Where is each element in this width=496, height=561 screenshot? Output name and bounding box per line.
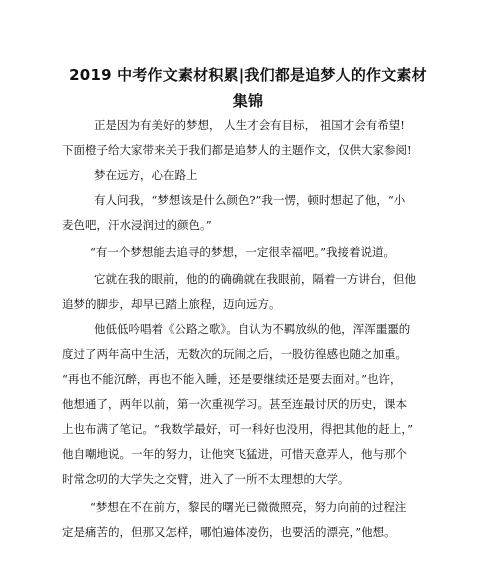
text-line: 麦色吧，汗水浸润过的颜色。” [62,218,212,232]
paragraph-1 [62,113,438,163]
text-line: 时常念叨的大学失之交臂，进入了一所不太理想的大学。 [62,472,350,486]
text-line: 它就在我的眼前，他的的确确就在我眼前，隔着一方讲台，但他 [94,272,416,286]
text-line: “再也不能沉醉，再也不能入睡，还是要继续还是要去面对。”也许， [62,372,402,386]
text-line: 他想通了，两年以前，第一次重视学习。甚至连最讨厌的历史，课本 [62,397,407,411]
paragraph-2 [62,163,438,188]
text-line: “梦想在不在前方，黎民的曙光已微微照亮，努力向前的过程注 [90,500,407,514]
text-line: 追梦的脚步，却早已踏上旅程，迈向远方。 [62,297,281,311]
text-line: 正是因为有美好的梦想， 人生才会有目标， 祖国才会有希望! [94,118,405,132]
text-line: 他低低吟唱着《公路之歌》。自认为不羁放纵的他，浑浑噩噩的 [94,322,411,336]
paragraph-6 [62,317,438,492]
page-crop-edge [0,553,496,561]
paragraph-4 [62,240,438,265]
text-line: 度过了两年高中生活，无数次的玩闹之后，一股彷徨感也随之加重。 [62,347,407,361]
paragraph-3 [62,188,438,238]
paragraph-7 [62,495,438,545]
title-line-1: 2019 中考作文素材积累|我们都是追梦人的作文素材 [69,66,427,84]
text-line: 梦在远方，心在路上 [94,168,198,182]
text-line: “有一个梦想能去追寻的梦想，一定很幸福吧。”我接着说道。 [90,245,396,259]
text-line: 定是痛苦的，但那又怎样，哪怕遍体凌伤，也要活的漂亮，”他想。 [62,525,396,539]
title-line-2: 集锦 [232,92,264,110]
text-line: 他自嘲地说。一年的努力，让他突飞猛进，可惜天意弄人，他与那个 [62,447,407,461]
text-line: 上也布满了笔记。“我数学最好，可一科好也没用，得把其他的赶上，” [62,422,414,436]
article-title [60,62,436,114]
text-line: 有人问我，“梦想该是什么颜色?”我一愣，顿时想起了他，“小 [94,193,406,207]
text-line: 下面橙子给大家带来关于我们都是追梦人的主题作文，仅供大家参阅! [62,143,412,157]
paragraph-5 [62,267,438,317]
